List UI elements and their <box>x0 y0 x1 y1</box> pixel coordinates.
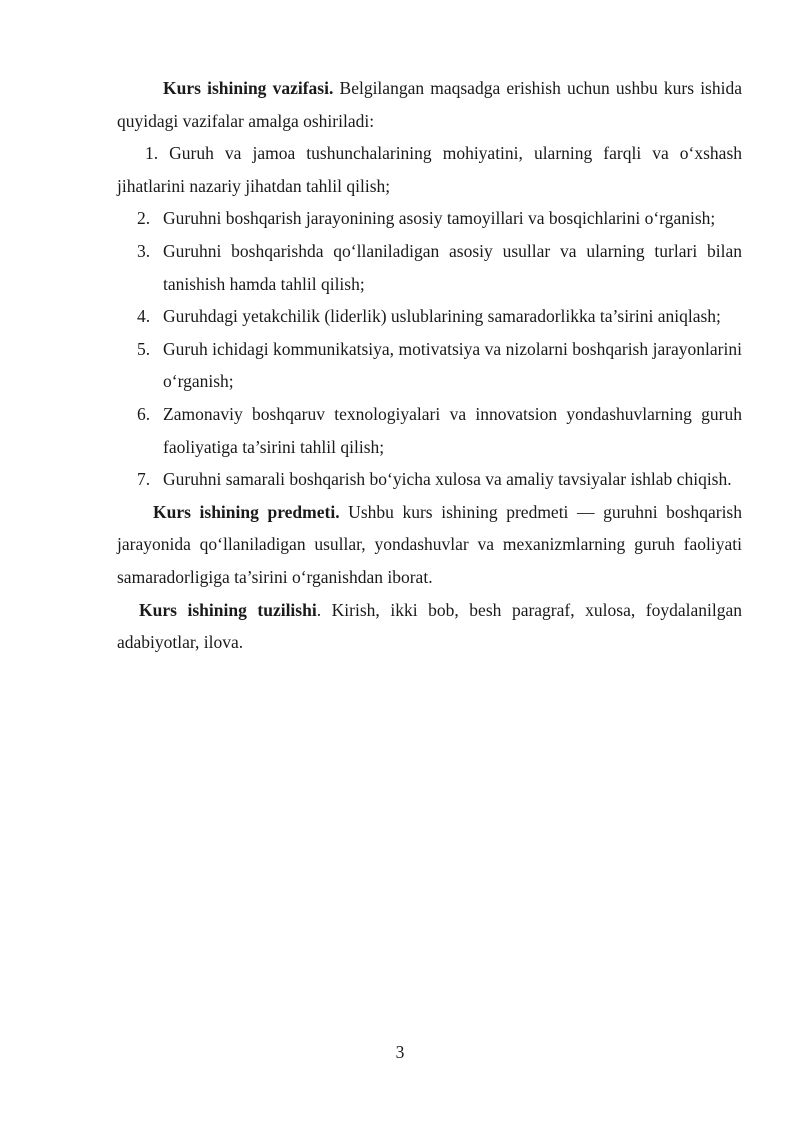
vazifa-text: Belgilangan maqsadga erishish uchun ushbu kurs ishida quyidagi vazifalar amalga oshiriladi: <box>117 78 742 131</box>
list-item-6 <box>117 398 742 463</box>
list-item-7-number: 7. <box>137 469 151 490</box>
list-item-3-number: 3. <box>137 240 151 261</box>
list-item-1 <box>117 137 742 202</box>
vazifa-paragraph <box>117 72 742 137</box>
tuzilish-text: . Kirish, ikki bob, besh paragraf, xulosa, foydalanilgan adabiyotlar, ilova. <box>117 599 742 653</box>
tuzilish-paragraph <box>117 594 742 659</box>
page-content <box>117 72 742 659</box>
list-item-4-number: 4. <box>137 306 151 327</box>
list-item-3 <box>117 235 742 300</box>
page-number: 3 <box>395 1042 405 1062</box>
list-item-2-text: Guruhni boshqarish jarayonining asosiy tamoyillari va bosqichlarini o‘rganish; <box>163 208 716 229</box>
list-item-6-text: Zamonaviy boshqaruv texnologiyalari va innovatsion yondashuvlarning guruh faoliyatiga ta’sirini tahlil qilish; <box>163 403 742 457</box>
predmet-text: Ushbu kurs ishining predmeti — guruhni boshqarish jarayonida qo‘llaniladigan usullar, yondashuvlar va mexanizmlarning guruh faoliyati samaradorligiga ta’sirini o‘rganishdan iborat. <box>117 501 742 587</box>
tuzilish-heading: Kurs ishining tuzilishi <box>139 599 317 620</box>
vazifa-heading: Kurs ishining vazifasi. <box>163 78 334 98</box>
predmet-heading: Kurs ishining predmeti. <box>153 501 340 522</box>
list-item-7-text: Guruhni samarali boshqarish bo‘yicha xulosa va amaliy tavsiyalar ishlab chiqish. <box>163 469 732 490</box>
list-item-3-text: Guruhni boshqarishda qo‘llaniladigan asosiy usullar va ularning turlari bilan tanishish hamda tahlil qilish; <box>163 240 742 294</box>
list-item-2 <box>117 202 742 235</box>
list-item-4 <box>117 300 742 333</box>
list-item-6-number: 6. <box>137 403 151 424</box>
list-item-1-text: Guruh va jamoa tushunchalarining mohiyatini, ularning farqli va o‘xshash jihatlarini nazariy jihatdan tahlil qilish; <box>117 143 743 196</box>
list-item-5-number: 5. <box>137 338 151 359</box>
list-item-5-text: Guruh ichidagi kommunikatsiya, motivatsiya va nizolarni boshqarish jarayonlarini o‘rganish; <box>163 338 742 392</box>
predmet-paragraph <box>117 496 742 594</box>
list-item-1-number: 1. <box>145 143 159 164</box>
task-list <box>117 202 742 495</box>
list-item-7 <box>117 463 742 496</box>
list-item-4-text: Guruhdagi yetakchilik (liderlik) uslublarining samaradorlikka ta’sirini aniqlash; <box>163 306 721 327</box>
list-item-5 <box>117 333 742 398</box>
list-item-2-number: 2. <box>137 208 151 229</box>
